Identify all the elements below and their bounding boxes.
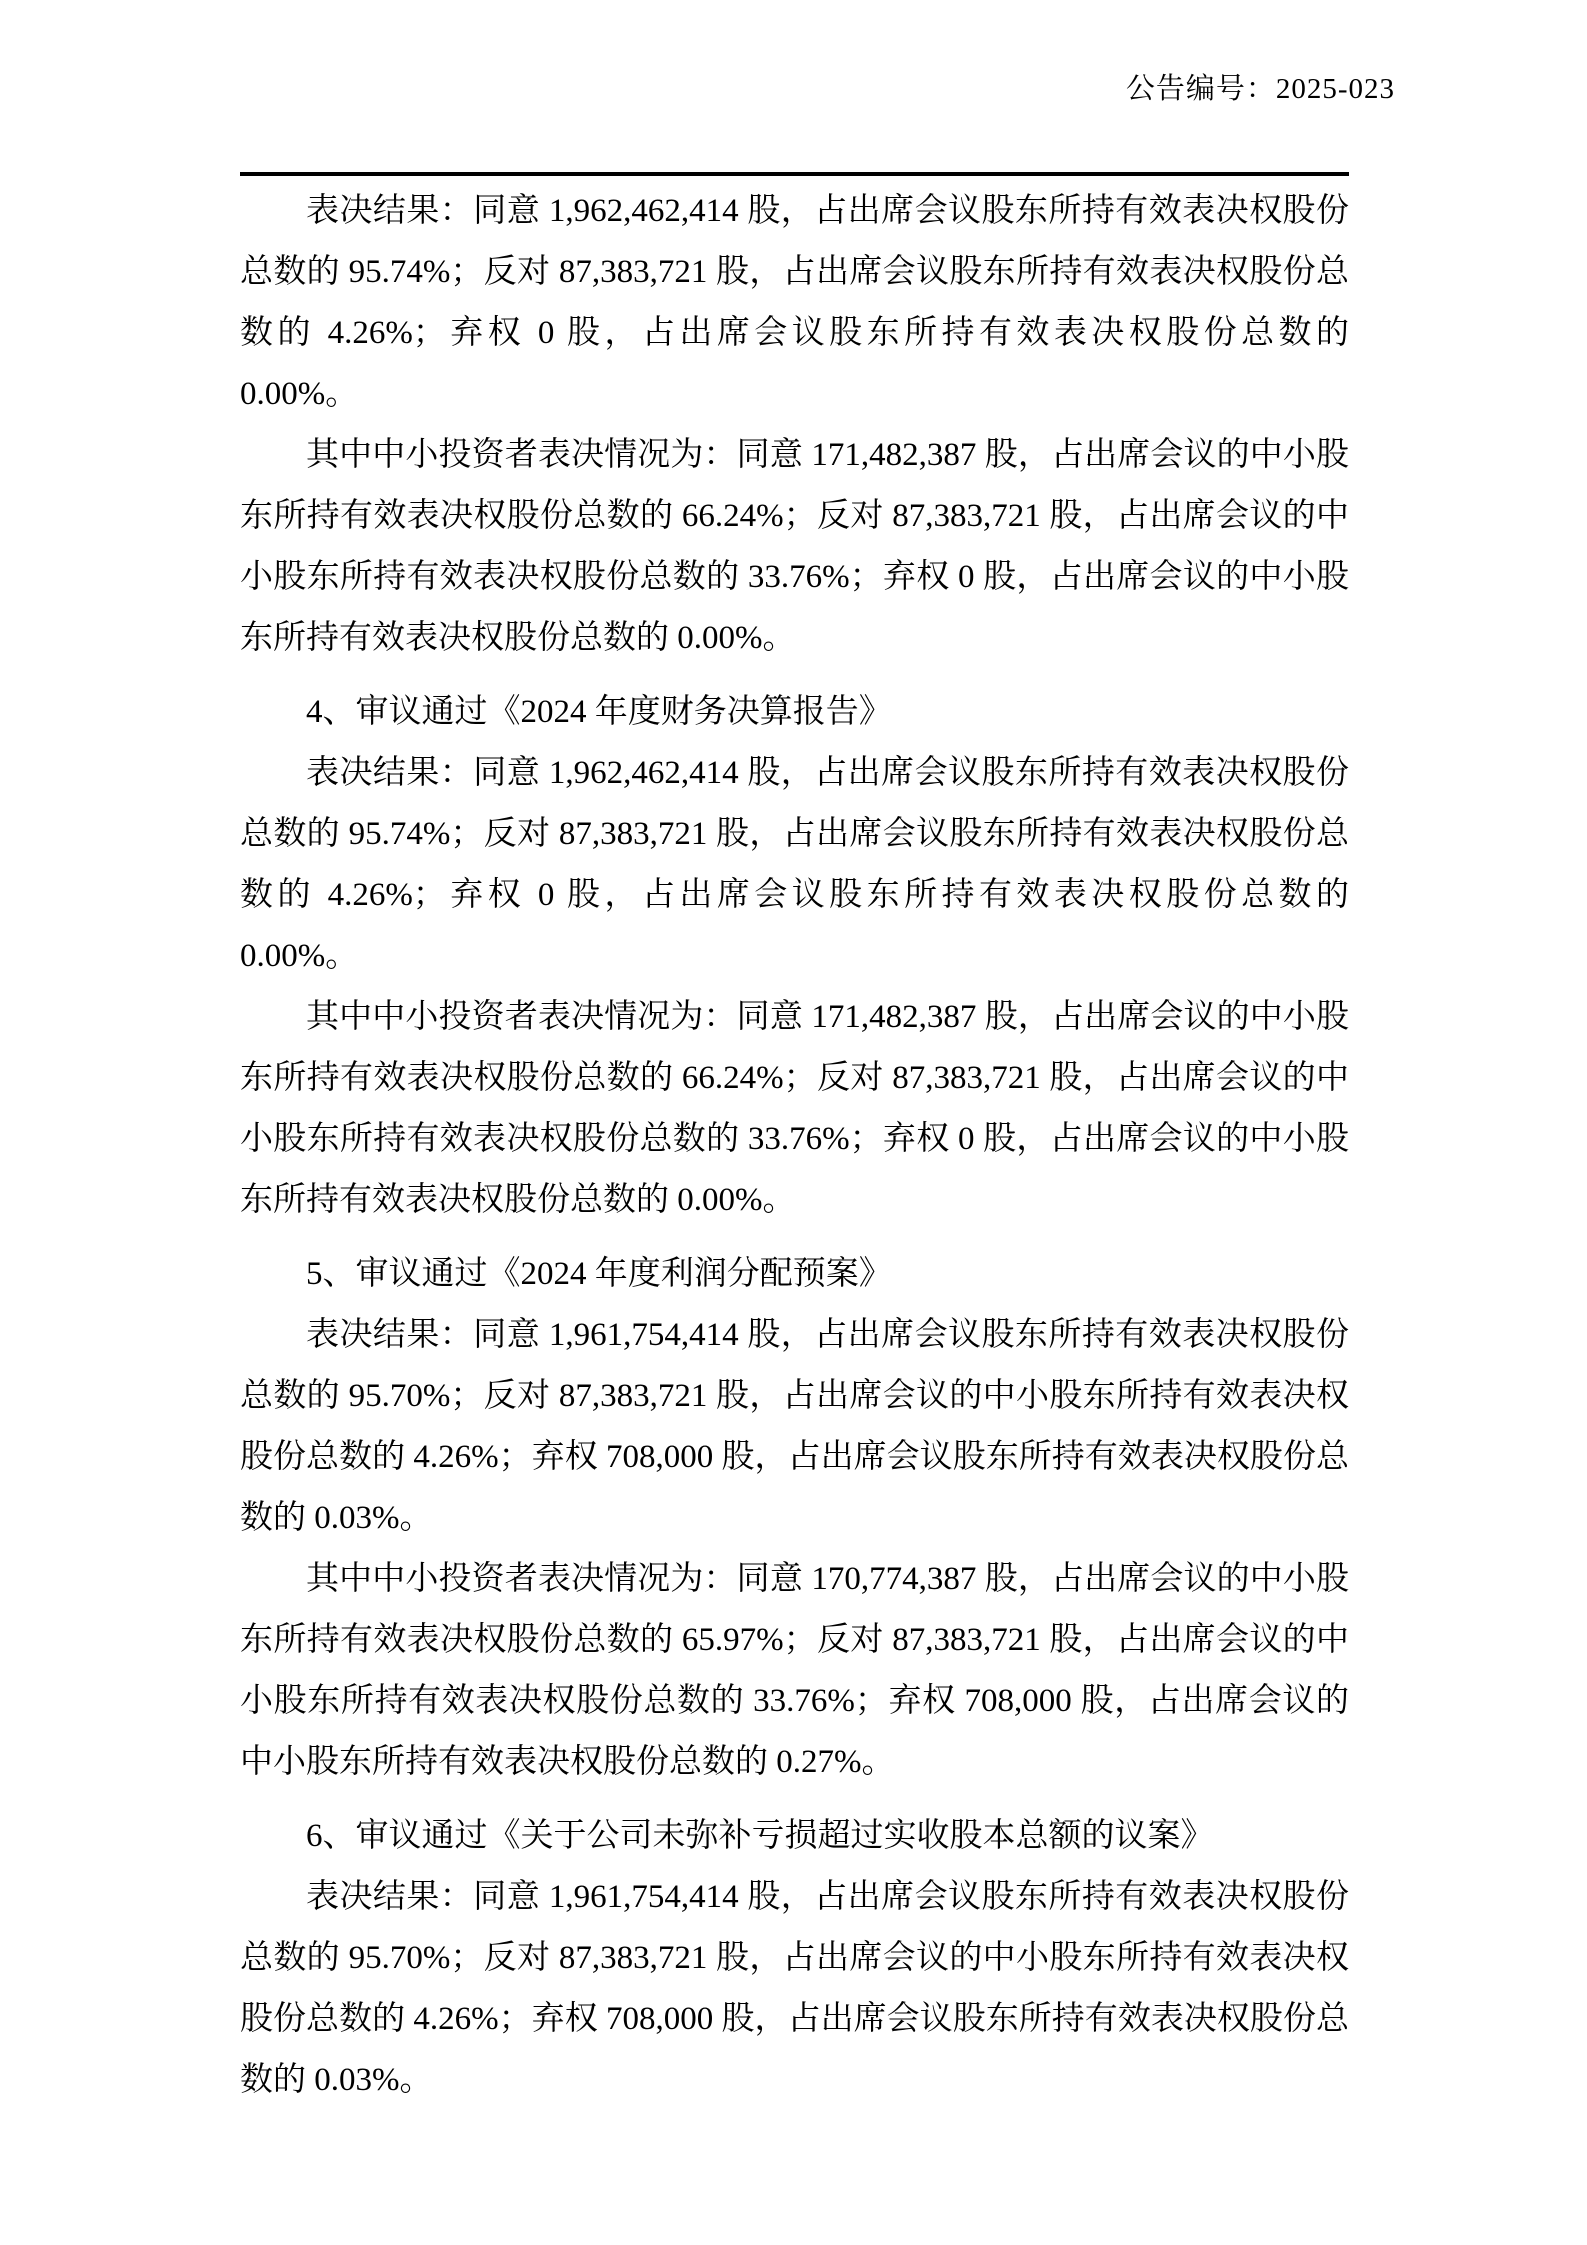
item-5-heading: 5、审议通过《2024 年度利润分配预案》 [306, 1256, 892, 1292]
minority-investors-paragraph-item3: 其中中小投资者表决情况为：同意 171,482,387 股，占出席会议的中小股东所持有效表决权股份总数的 66.24%；反对 87,383,721 股，占出席会议的中小股东所持有效表决权股份总数的 33.76%；弃权 0 股，占出席会议的中小股东所持有效表决权股份总数的 0.00%。 [240, 437, 1349, 656]
vote-result-paragraph-item5: 表决结果：同意 1,961,754,414 股，占出席会议股东所持有效表决权股份总数的 95.70%；反对 87,383,721 股，占出席会议的中小股东所持有效表决权股份总数的 4.26%；弃权 708,000 股，占出席会议股东所持有效表决权股份总数的 0.03%。 [240, 1317, 1349, 1536]
vote-result-paragraph-item3: 表决结果：同意 1,962,462,414 股，占出席会议股东所持有效表决权股份总数的 95.74%；反对 87,383,721 股，占出席会议股东所持有效表决权股份总数的 4.26%；弃权 0 股，占出席会议股东所持有效表决权股份总数的 0.00%。 [240, 193, 1349, 412]
vote-result-paragraph-item4: 表决结果：同意 1,962,462,414 股，占出席会议股东所持有效表决权股份总数的 95.74%；反对 87,383,721 股，占出席会议股东所持有效表决权股份总数的 4.26%；弃权 0 股，占出席会议股东所持有效表决权股份总数的 0.00%。 [240, 755, 1349, 974]
header-rule [240, 172, 1349, 176]
announcement-number: 公告编号：2025-023 [1125, 73, 1395, 105]
minority-investors-paragraph-item5: 其中中小投资者表决情况为：同意 170,774,387 股，占出席会议的中小股东所持有效表决权股份总数的 65.97%；反对 87,383,721 股，占出席会议的中小股东所持有效表决权股份总数的 33.76%；弃权 708,000 股，占出席会议的中小股东所持有效表决权股份总数的 0.27%。 [240, 1561, 1349, 1780]
item-4-heading: 4、审议通过《2024 年度财务决算报告》 [306, 694, 892, 730]
minority-investors-paragraph-item4: 其中中小投资者表决情况为：同意 171,482,387 股，占出席会议的中小股东所持有效表决权股份总数的 66.24%；反对 87,383,721 股，占出席会议的中小股东所持有效表决权股份总数的 33.76%；弃权 0 股，占出席会议的中小股东所持有效表决权股份总数的 0.00%。 [240, 999, 1349, 1218]
document-body [240, 181, 1349, 2111]
vote-result-paragraph-item6: 表决结果：同意 1,961,754,414 股，占出席会议股东所持有效表决权股份总数的 95.70%；反对 87,383,721 股，占出席会议的中小股东所持有效表决权股份总数的 4.26%；弃权 708,000 股，占出席会议股东所持有效表决权股份总数的 0.03%。 [240, 1879, 1349, 2098]
item-6-heading: 6、审议通过《关于公司未弥补亏损超过实收股本总额的议案》 [306, 1818, 1214, 1854]
